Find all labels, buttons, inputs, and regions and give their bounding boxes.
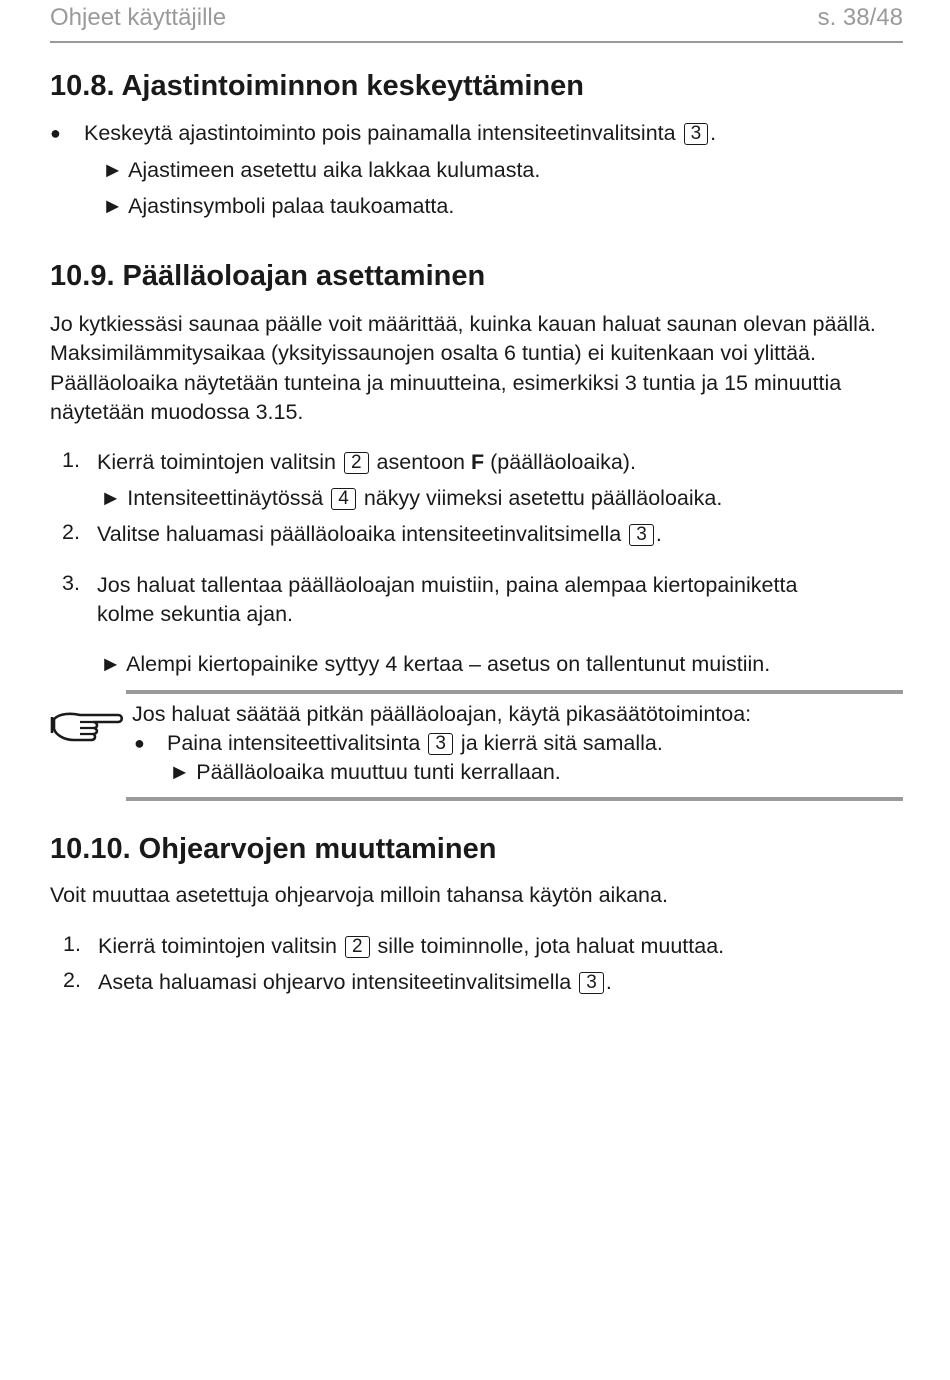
step-number: 1. xyxy=(62,448,80,472)
bullet-icon: ● xyxy=(134,733,145,753)
step-number: 2. xyxy=(63,968,81,992)
note-bottom-rule xyxy=(126,797,903,801)
section-10-10-heading: 10.10. Ohjearvojen muuttaminen xyxy=(50,833,497,865)
section-10-9-heading: 10.9. Päälläoloajan asettaminen xyxy=(50,260,486,292)
control-ref-3: 3 xyxy=(428,733,453,755)
bullet-icon: ● xyxy=(50,123,61,143)
header-title: Ohjeet käyttäjille xyxy=(50,4,227,31)
control-ref-4: 4 xyxy=(331,488,356,510)
page-header xyxy=(50,4,903,34)
control-ref-2: 2 xyxy=(344,452,369,474)
page-number: s. 38/48 xyxy=(817,4,903,31)
note-result: ► Päälläoloaika muuttuu tunti kerrallaan. xyxy=(169,760,561,784)
note-bullet: Paina intensiteettivalitsinta 3 ja kierrä sitä samalla. xyxy=(167,731,663,755)
result-timer-stops: ► Ajastimeen asetettu aika lakkaa kulumasta. xyxy=(102,158,541,182)
step-3-result: ► Alempi kiertopainike syttyy 4 kertaa – asetus on tallentunut muistiin. xyxy=(100,652,771,676)
step-3-line-2: kolme sekuntia ajan. xyxy=(97,602,293,626)
section-10-9-intro: Jo kytkiessäsi saunaa päälle voit määrittää, kuinka kauan haluat saunan olevan päällä. Maksimilämmitysaikaa (yksityissaunojen osalta 6 tuntia) ei kuitenkaan voi ylittää. Päälläoloaika näytetään tunteina ja minuutteina, esimerkiksi 3 tuntia ja 15 minuuttia näytetään muodossa 3.15. xyxy=(50,312,876,424)
step-1-text: Kierrä toimintojen valitsin 2 asentoon F (päälläoloaika). xyxy=(97,450,636,474)
note-top-rule xyxy=(126,690,903,694)
section-10-10-intro: Voit muuttaa asetettuja ohjearvoja milloin tahansa käytön aikana. xyxy=(50,883,668,907)
step-1-text: Kierrä toimintojen valitsin 2 sille toiminnolle, jota haluat muuttaa. xyxy=(98,934,725,958)
bullet-text: Keskeytä ajastintoiminto pois painamalla intensiteetinvalitsinta xyxy=(84,121,676,145)
position-f-label: F xyxy=(471,450,485,474)
control-ref-3: 3 xyxy=(684,123,709,145)
note-intro: Jos haluat säätää pitkän päälläoloajan, käytä pikasäätötoimintoa: xyxy=(132,702,752,726)
step-number: 2. xyxy=(62,520,80,544)
step-3-line-1: Jos haluat tallentaa päälläoloajan muistiin, paina alempaa kiertopainiketta xyxy=(97,573,798,597)
header-divider xyxy=(50,41,903,43)
pointing-hand-icon xyxy=(50,705,124,745)
control-ref-3: 3 xyxy=(579,972,604,994)
step-2-text: Valitse haluamasi päälläoloaika intensiteetinvalitsimella 3 . xyxy=(97,522,662,546)
control-ref-2: 2 xyxy=(345,936,370,958)
result-timer-symbol: ► Ajastinsymboli palaa taukoamatta. xyxy=(102,194,455,218)
section-10-8-bullet: Keskeytä ajastintoiminto pois painamalla intensiteetinvalitsinta 3 . xyxy=(84,121,717,145)
step-2-text: Aseta haluamasi ohjearvo intensiteetinvalitsimella 3 . xyxy=(98,970,612,994)
step-number: 1. xyxy=(63,932,81,956)
step-1-result: ► Intensiteettinäytössä 4 näkyy viimeksi asetettu päälläoloaika. xyxy=(100,486,723,510)
step-number: 3. xyxy=(62,571,80,595)
section-10-8-heading: 10.8. Ajastintoiminnon keskeyttäminen xyxy=(50,70,584,102)
control-ref-3: 3 xyxy=(629,524,654,546)
